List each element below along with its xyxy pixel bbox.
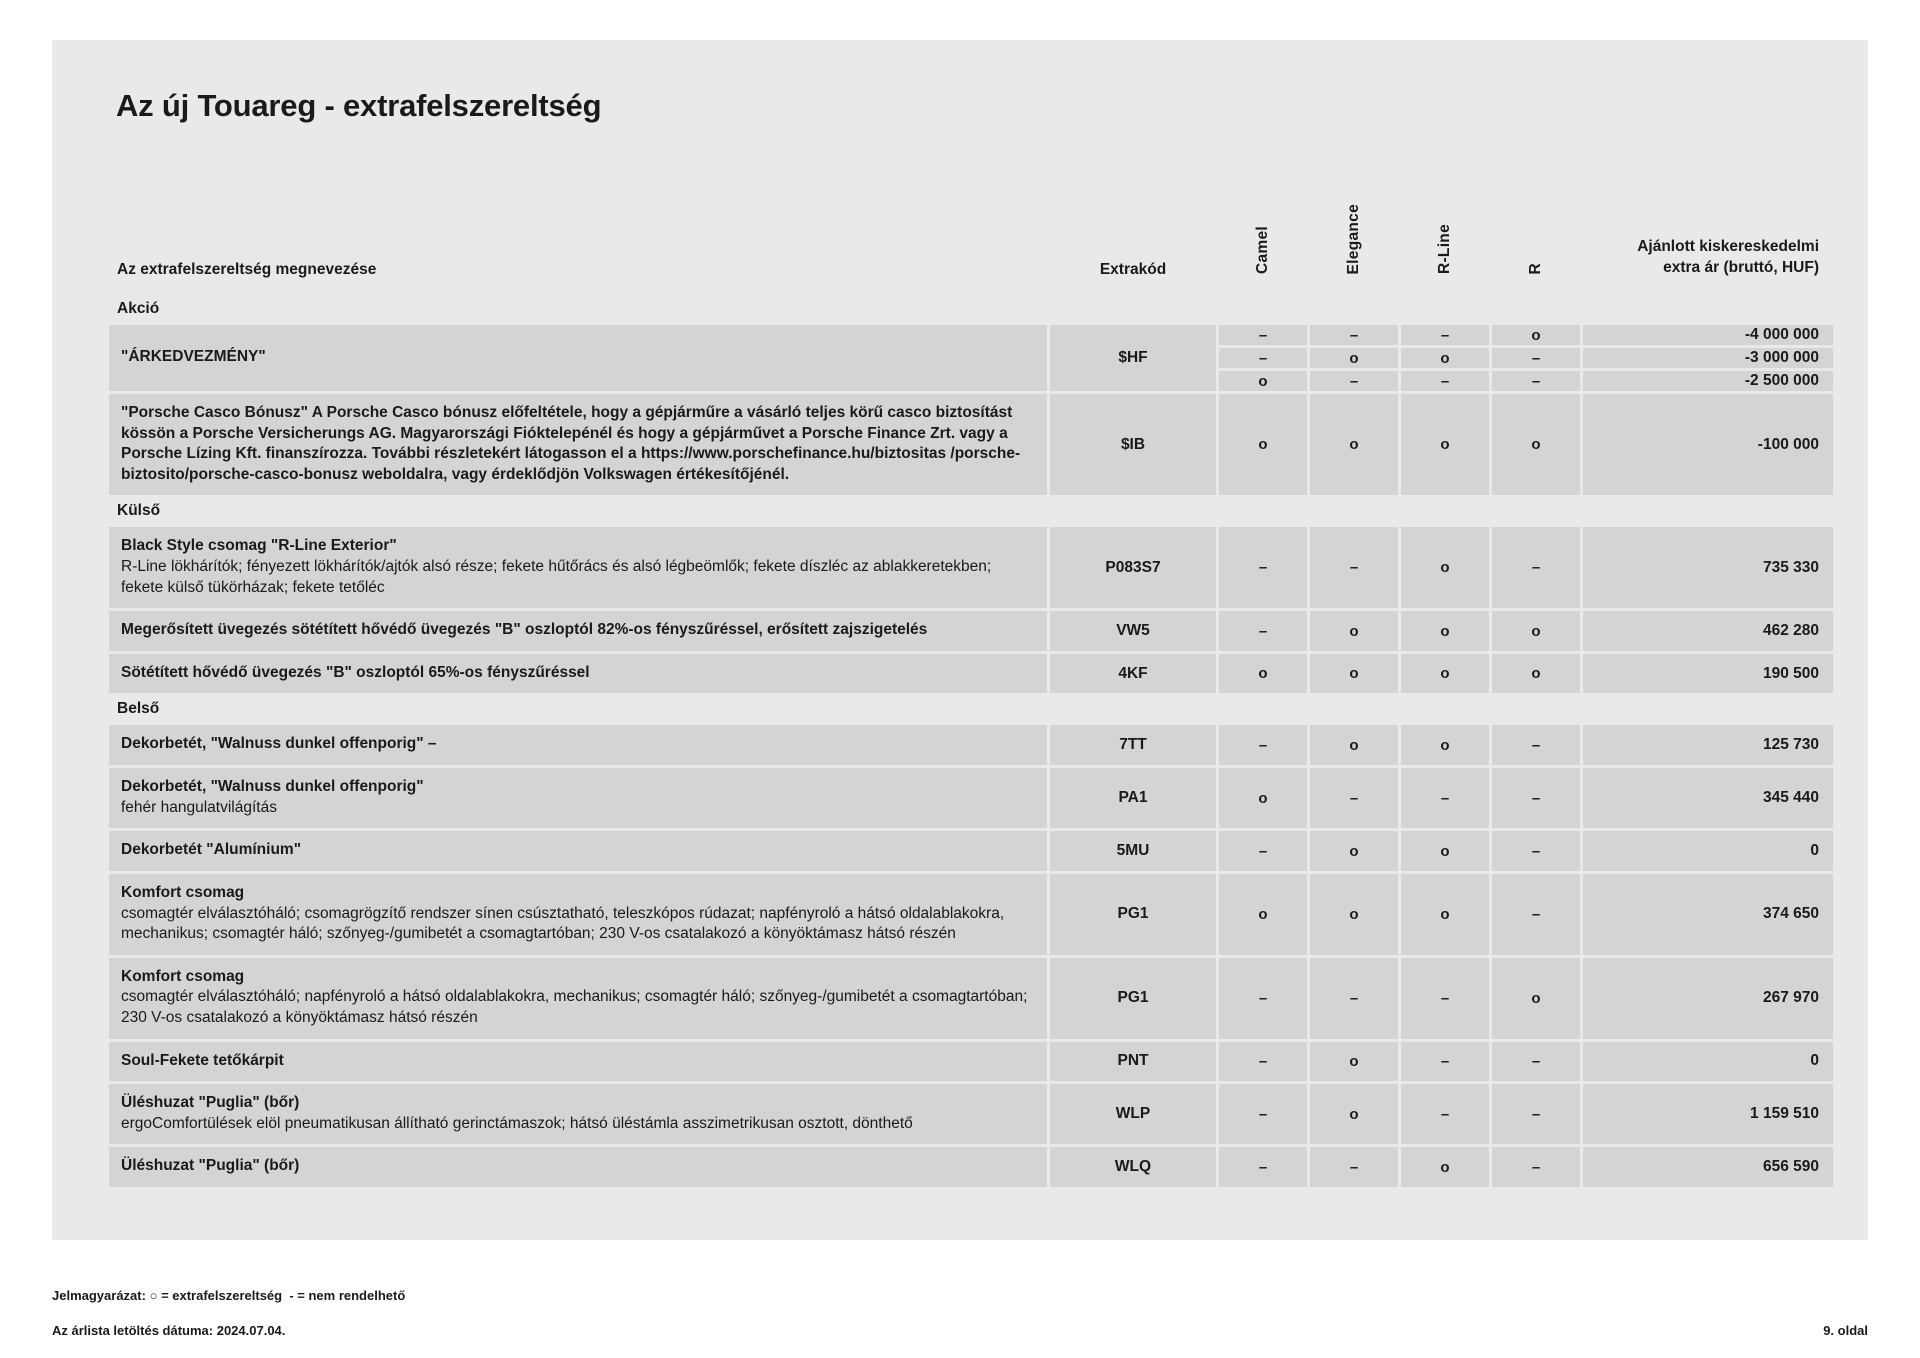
trim-availability-rline: – (1401, 958, 1489, 1039)
table-row (109, 611, 1833, 651)
column-header-elegance-label: Elegance (1345, 203, 1362, 274)
option-description (109, 654, 1047, 694)
page-title: Az új Touareg - extrafelszereltség (116, 88, 602, 123)
trim-availability-r: o (1492, 958, 1580, 1039)
trim-availability-camel: – (1219, 725, 1307, 765)
column-header-r-label: R (1527, 262, 1544, 274)
trim-availability-elegance: – (1310, 527, 1398, 608)
trim-availability-r: – (1492, 768, 1580, 828)
trim-availability-r: – (1492, 831, 1580, 871)
section-title: Akció (117, 300, 160, 317)
legend (52, 1288, 405, 1303)
option-price: 0 (1583, 831, 1833, 871)
column-header-price-line2: extra ár (bruttó, HUF) (1663, 259, 1819, 277)
column-header-rline (1401, 173, 1489, 293)
section-title: Külső (117, 502, 161, 520)
trim-availability-rline: o (1401, 611, 1489, 651)
trim-availability-camel: – (1219, 958, 1307, 1039)
column-header-description: Az extrafelszereltség megnevezése (117, 261, 377, 278)
trim-availability-elegance: o (1310, 348, 1398, 368)
trim-availability-elegance: o (1310, 874, 1398, 955)
column-header-price-line1: Ajánlott kiskereskedelmi (1637, 238, 1819, 256)
trim-availability-camel: o (1219, 394, 1307, 495)
option-code: 4KF (1050, 654, 1216, 694)
trim-availability-rline: o (1401, 725, 1489, 765)
trim-availability-r: – (1492, 1084, 1580, 1144)
option-title: Dekorbetét, "Walnuss dunkel offenporig" (121, 778, 424, 796)
option-price: -2 500 000 (1583, 371, 1833, 391)
trim-availability-camel: – (1219, 1147, 1307, 1187)
table-row (109, 1084, 1833, 1144)
column-header-camel (1219, 173, 1307, 293)
trim-availability-elegance: o (1310, 611, 1398, 651)
table-row (109, 1147, 1833, 1187)
trim-availability-r: – (1492, 1042, 1580, 1082)
column-header-price (1583, 173, 1833, 293)
option-subtitle: ergoComfortülések elöl pneumatikusan állítható gerinctámaszok; hátsó üléstámla asszimetrikusan osztott, dönthető (121, 1114, 913, 1132)
trim-availability-r: – (1492, 874, 1580, 955)
circle-icon: ○ (149, 1288, 158, 1303)
trim-availability-elegance: – (1310, 325, 1398, 345)
column-header-code: Extrakód (1099, 261, 1167, 278)
option-code: PNT (1050, 1042, 1216, 1082)
column-header-r (1492, 173, 1580, 293)
trim-availability-elegance: o (1310, 1042, 1398, 1082)
section-header-row (109, 498, 1833, 524)
trim-availability-elegance: – (1310, 958, 1398, 1039)
option-subtitle: csomagtér elválasztóháló; csomagrögzítő rendszer sínen csúsztatható, teleszkópos rúdazat; napfényroló a hátsó oldalablakokra, mechanikus; csomagtér háló; szőnyeg-/gumibetét a csomagtartóban; 230 V-os csatalakozó a könyöktámasz hátsó részén (121, 904, 1005, 943)
column-header-elegance (1310, 173, 1398, 293)
option-code: PG1 (1050, 874, 1216, 955)
trim-availability-rline: o (1401, 874, 1489, 955)
option-title: Megerősített üvegezés sötétített hővédő üvegezés "B" oszloptól 82%-os fényszűréssel, erősített zajszigetelés (121, 621, 928, 639)
option-description (109, 958, 1047, 1039)
option-code: 5MU (1050, 831, 1216, 871)
trim-availability-elegance: o (1310, 394, 1398, 495)
option-title: Komfort csomag (121, 967, 245, 985)
trim-availability-rline: – (1401, 325, 1489, 345)
trim-availability-elegance: o (1310, 1084, 1398, 1144)
option-title: Dekorbetét "Alumínium" (121, 841, 302, 859)
option-code: P083S7 (1050, 527, 1216, 608)
option-code: PA1 (1050, 768, 1216, 828)
option-code: WLP (1050, 1084, 1216, 1144)
column-header-camel-label: Camel (1254, 225, 1271, 274)
page-number: 9. oldal (1823, 1323, 1868, 1338)
trim-availability-rline: – (1401, 1084, 1489, 1144)
table-body (109, 296, 1833, 1187)
option-description (109, 1042, 1047, 1082)
trim-availability-elegance: o (1310, 831, 1398, 871)
trim-availability-rline: – (1401, 1042, 1489, 1082)
trim-availability-rline: o (1401, 1147, 1489, 1187)
trim-availability-r: – (1492, 1147, 1580, 1187)
option-code: WLQ (1050, 1147, 1216, 1187)
trim-availability-rline: o (1401, 831, 1489, 871)
option-description (109, 768, 1047, 828)
option-price: 374 650 (1583, 874, 1833, 955)
trim-availability-r: – (1492, 527, 1580, 608)
trim-availability-camel: – (1219, 1042, 1307, 1082)
table-row (109, 1042, 1833, 1082)
section-header-row (109, 296, 1833, 322)
trim-availability-rline: o (1401, 654, 1489, 694)
trim-availability-rline: o (1401, 348, 1489, 368)
option-description (109, 725, 1047, 765)
option-title: Üléshuzat "Puglia" (bőr) (121, 1157, 300, 1175)
trim-availability-camel: o (1219, 874, 1307, 955)
trim-availability-rline: o (1401, 394, 1489, 495)
trim-availability-r: – (1492, 348, 1580, 368)
option-title: Soul-Fekete tetőkárpit (121, 1051, 284, 1069)
option-description (109, 1084, 1047, 1144)
trim-availability-elegance: – (1310, 768, 1398, 828)
option-title: Komfort csomag (121, 883, 245, 901)
trim-availability-rline: – (1401, 768, 1489, 828)
option-price: 735 330 (1583, 527, 1833, 608)
trim-availability-elegance: – (1310, 371, 1398, 391)
option-title: "ÁRKEDVEZMÉNY" (121, 348, 266, 366)
option-code: PG1 (1050, 958, 1216, 1039)
trim-availability-camel: – (1219, 611, 1307, 651)
option-title: Dekorbetét, "Walnuss dunkel offenporig" – (121, 735, 437, 753)
option-price: -3 000 000 (1583, 348, 1833, 368)
option-price: 0 (1583, 1042, 1833, 1082)
option-description (109, 325, 1047, 391)
trim-availability-r: o (1492, 325, 1580, 345)
option-title: Black Style csomag "R-Line Exterior" (121, 537, 397, 555)
option-title: Üléshuzat "Puglia" (bőr) (121, 1094, 300, 1112)
option-subtitle: csomagtér elválasztóháló; napfényroló a hátsó oldalablakokra, mechanikus; csomagtér háló; szőnyeg-/gumibetét a csomagtartóban; 230 V-os csatalakozó a könyöktámasz hátsó részén (121, 988, 1028, 1026)
option-price: -100 000 (1583, 394, 1833, 495)
table-row (109, 394, 1833, 495)
option-description (109, 527, 1047, 608)
option-price: -4 000 000 (1583, 325, 1833, 345)
table-row (109, 874, 1833, 955)
option-code: VW5 (1050, 611, 1216, 651)
option-price: 462 280 (1583, 611, 1833, 651)
option-code: 7TT (1050, 725, 1216, 765)
table-header (109, 173, 1833, 293)
column-header-rline-label: R-Line (1436, 223, 1453, 274)
legend-unavailable: - = nem rendelhető (289, 1288, 406, 1303)
legend-prefix: Jelmagyarázat: (52, 1288, 146, 1303)
trim-availability-camel: – (1219, 831, 1307, 871)
trim-availability-rline: – (1401, 371, 1489, 391)
option-price: 190 500 (1583, 654, 1833, 694)
option-price: 1 159 510 (1583, 1084, 1833, 1144)
trim-availability-elegance: – (1310, 1147, 1398, 1187)
option-price: 345 440 (1583, 768, 1833, 828)
trim-availability-r: – (1492, 371, 1580, 391)
legend-available: = extrafelszereltség (161, 1288, 283, 1303)
option-price: 656 590 (1583, 1147, 1833, 1187)
section-title: Belső (117, 700, 160, 718)
trim-availability-camel: – (1219, 527, 1307, 608)
table-row (109, 831, 1833, 871)
option-code: $IB (1050, 394, 1216, 495)
trim-availability-camel: – (1219, 1084, 1307, 1144)
table-row (109, 325, 1833, 345)
option-description (109, 874, 1047, 955)
trim-availability-rline: o (1401, 527, 1489, 608)
trim-availability-elegance: o (1310, 654, 1398, 694)
section-header-row (109, 696, 1833, 722)
option-description (109, 611, 1047, 651)
trim-availability-camel: o (1219, 768, 1307, 828)
option-code: $HF (1050, 325, 1216, 391)
option-price: 125 730 (1583, 725, 1833, 765)
table-row (109, 768, 1833, 828)
option-description (109, 1147, 1047, 1187)
trim-availability-r: o (1492, 654, 1580, 694)
trim-availability-elegance: o (1310, 725, 1398, 765)
table-row (109, 725, 1833, 765)
option-price: 267 970 (1583, 958, 1833, 1039)
trim-availability-r: – (1492, 725, 1580, 765)
option-title: Sötétített hővédő üvegezés "B" oszloptól 65%-os fényszűréssel (121, 663, 590, 681)
extras-table (106, 170, 1836, 1190)
trim-availability-r: o (1492, 394, 1580, 495)
trim-availability-camel: o (1219, 371, 1307, 391)
option-subtitle: fehér hangulatvilágítás (121, 798, 277, 816)
option-description (109, 394, 1047, 495)
option-subtitle: R-Line lökhárítók; fényezett lökhárítók/ajtók alsó része; fekete hűtőrács és alsó légbeömlők; fekete díszléc az ablakkeretekben; fekete külső tükörházak; fekete tetőléc (121, 558, 992, 596)
option-description (109, 831, 1047, 871)
option-title: "Porsche Casco Bónusz" A Porsche Casco bónusz előfeltétele, hogy a gépjárműre a vásárló teljes körű casco biztosítást kössön a Porsche Versicherungs AG. Magyarországi Fióktelepénél és hogy a gépjárművet a Porsche Finance Zrt. vagy a Porsche Lízing Kft. finanszírozza. További részletekért látogasson el a https://www.porschefinance.hu/biztositas /porsche-biztosito/porsche-casco-bonusz weboldalra, vagy érdeklődjön Volkswagen értékesítőjénél. (121, 404, 1021, 483)
table-row (109, 654, 1833, 694)
trim-availability-camel: – (1219, 325, 1307, 345)
download-date: Az árlista letöltés dátuma: 2024.07.04. (52, 1323, 286, 1338)
trim-availability-r: o (1492, 611, 1580, 651)
table-row (109, 958, 1833, 1039)
trim-availability-camel: o (1219, 654, 1307, 694)
trim-availability-camel: – (1219, 348, 1307, 368)
table-row (109, 527, 1833, 608)
